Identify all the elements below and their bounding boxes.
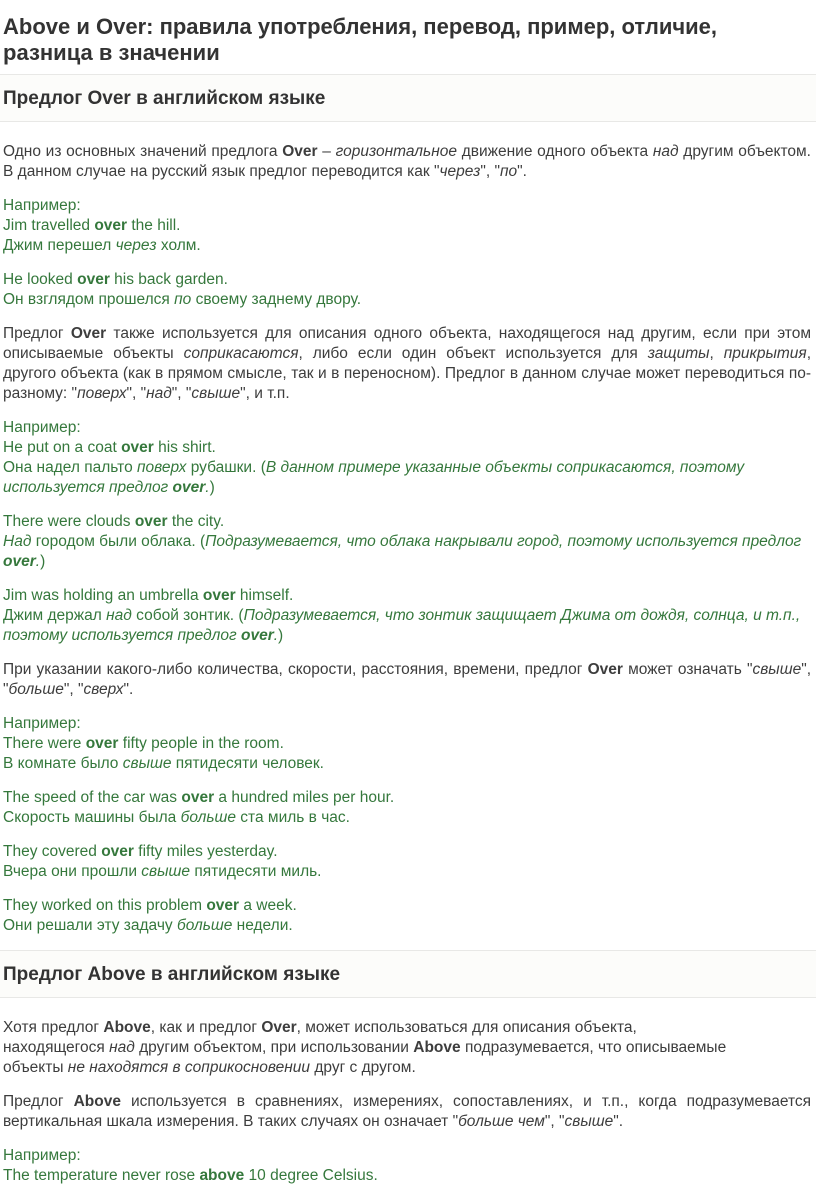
example-paragraph [0,788,816,828]
text-run: Одно из основных значений предлога [3,143,283,160]
text-run: горизонтальное [335,143,457,160]
paragraph [0,660,816,700]
text-run: He put on a coat [3,439,122,456]
text-run: over [3,553,36,570]
text-run: Вчера они прошли [3,863,142,880]
text-run: , как и предлог [150,1019,262,1036]
text-run: ) [40,553,46,570]
text-run: fifty people in the room. [118,735,284,752]
text-run: Джим держал [3,607,107,624]
example-paragraph [0,586,816,646]
text-run: Above [73,1093,121,1110]
text-run: В данном примере указанные объекты соприкасаются, поэтому используется предлог [3,459,745,496]
text-run: Over [282,143,318,160]
text-run: They covered [3,843,102,860]
text-run: ) [209,479,215,496]
text-run: over [77,271,110,288]
text-run: Jim was holding an umbrella [3,587,203,604]
text-run: Над [3,533,32,550]
text-run: движение одного объекта [456,143,653,160]
text-run: пятидесяти человек. [171,755,324,772]
text-run: свыше [141,863,191,880]
text-run: Подразумевается, что облака накрывали город, поэтому используется предлог [205,533,802,550]
example-paragraph [0,842,816,882]
example-paragraph [0,1146,816,1186]
text-run: соприкасаются [183,345,299,362]
text-run: Она надел пальто [3,459,137,476]
text-run: his back garden. [109,271,228,288]
text-run: Over [261,1019,297,1036]
text-run: the city. [167,513,225,530]
text-run: В комнате было [3,755,123,772]
text-run: over [121,439,154,456]
text-run: Они решали эту задачу [3,917,177,934]
text-run: fifty miles yesterday. [133,843,278,860]
text-run: himself. [235,587,294,604]
text-run: Over [70,325,107,342]
text-run: больше [180,809,236,826]
text-run: через [439,163,481,180]
example-paragraph [0,270,816,310]
text-run: Jim travelled [3,217,95,234]
text-run: Подразумевается, что зонтик защищает Джима от дождя, солнца, и т.п., поэтому используется предлог [3,607,801,644]
text-run: подразумевается, что описываемые [460,1039,727,1056]
example-paragraph [0,896,816,936]
text-run: . [205,479,210,496]
text-run: поверх [137,459,187,476]
text-run: a hundred miles per hour. [214,789,395,806]
text-run: ) [278,627,284,644]
text-run: другим объектом, при использовании [134,1039,414,1056]
text-run: There were [3,735,86,752]
text-run: объекты [3,1059,68,1076]
text-run: ста миль в час. [236,809,350,826]
text-run: ", " [63,681,84,698]
text-run: over [206,897,240,914]
text-run: ". [613,1113,624,1130]
text-run: The temperature never rose [3,1167,200,1184]
content-blocks [0,74,816,1186]
text-run: Over [587,661,623,678]
text-run: холм. [156,237,201,254]
paragraph [0,1018,816,1078]
text-run: They worked on this problem [3,897,207,914]
text-run: ", " [126,385,147,402]
text-run: больше [8,681,64,698]
text-run: Например: [3,715,81,732]
text-run: не находятся в соприкосновении [67,1059,311,1076]
text-run: over [101,843,134,860]
text-run: over [202,587,236,604]
text-run: над [146,385,172,402]
text-run: , [709,345,724,362]
text-run: рубашки. ( [186,459,266,476]
text-run: over [181,789,215,806]
text-run: over [85,735,119,752]
text-run: Например: [3,197,81,214]
text-run: 10 degree Celsius. [244,1167,378,1184]
paragraph [0,324,816,404]
text-run: Хотя предлог [3,1019,104,1036]
text-run: больше [176,917,233,934]
text-run: . [273,627,279,644]
text-run: over [134,513,168,530]
text-run: может означать " [622,661,753,678]
text-run: over [172,479,206,496]
text-run: Above [413,1039,461,1056]
text-run: находящегося [3,1039,110,1056]
text-run: над [109,1039,135,1056]
section-heading: Предлог Over в английском языке [3,88,326,109]
example-paragraph [0,512,816,572]
paragraph [0,142,816,182]
text-run: сверх [83,681,124,698]
text-run: Предлог [3,325,71,342]
text-run: друг с другом. [310,1059,416,1076]
text-run: Скорость машины была [3,809,181,826]
text-run: свыше [191,385,241,402]
text-run: больше чем [458,1113,545,1130]
text-run: Above [103,1019,151,1036]
text-run: over [94,217,128,234]
page-title: Above и Over: правила употребления, перевод, пример, отличие, разница в значении [3,14,718,65]
text-run: , может использоваться для описания объекта, [296,1019,637,1036]
text-run: ", " [480,163,501,180]
example-paragraph [0,418,816,498]
text-run: через [115,237,157,254]
example-paragraph [0,714,816,774]
text-run: свыше [752,661,802,678]
text-run: , другого объекта (как в прямом смысле, так и в переносном). Предлог в данном случае может переводиться по-разному: " [3,345,811,402]
text-run: Он взглядом прошелся [3,291,175,308]
text-run: Например: [3,1147,81,1164]
text-run: При указании какого-либо количества, скорости, расстояния, времени, предлог [3,661,588,678]
text-run: свыше [122,755,172,772]
text-run: over [240,627,274,644]
text-run: Предлог [3,1093,74,1110]
text-run: ", " [171,385,192,402]
text-run: He looked [3,271,78,288]
text-run: ". [517,163,527,180]
text-run: используется в сравнениях, измерениях, сопоставлениях, и т.п., когда подразумевается вертикальная шкала измерения. В таких случаях он означает " [3,1093,812,1130]
text-run: свыше [564,1113,614,1130]
text-run: защиты [647,345,710,362]
text-run: a week. [239,897,297,914]
text-run: Например: [3,419,81,436]
text-run: собой зонтик. ( [131,607,244,624]
text-run: своему заднему двору. [191,291,362,308]
paragraph [0,1092,816,1132]
text-run: другим объектом. В данном случае на русский язык предлог переводится как " [3,143,811,180]
text-run: городом были облака. ( [31,533,206,550]
text-run: above [199,1167,245,1184]
text-run: . [35,553,41,570]
text-run: the hill. [127,217,181,234]
text-run: пятидесяти миль. [190,863,322,880]
text-run: над [106,607,132,624]
section-heading: Предлог Above в английском языке [3,964,341,985]
text-run: , либо если один объект используется для [298,345,648,362]
text-run: There were clouds [3,513,135,530]
text-run: The speed of the car was [3,789,182,806]
example-paragraph [0,196,816,256]
text-run: поверх [77,385,127,402]
text-run: ", и т.п. [240,385,290,402]
text-run: над [652,143,679,160]
text-run: по [174,291,192,308]
section-heading-band [0,950,816,998]
text-run: – [317,143,336,160]
text-run: his shirt. [153,439,216,456]
text-run: Джим перешел [3,237,116,254]
text-run: ", " [3,661,811,698]
text-run: прикрытия [723,345,807,362]
text-run: по [500,163,518,180]
text-run: также используется для описания одного объекта, находящегося над другим, если при этом описываемые объекты [3,325,811,362]
section-heading-band [0,74,816,122]
text-run: ". [123,681,134,698]
text-run: ", " [544,1113,565,1130]
text-run: недели. [232,917,293,934]
